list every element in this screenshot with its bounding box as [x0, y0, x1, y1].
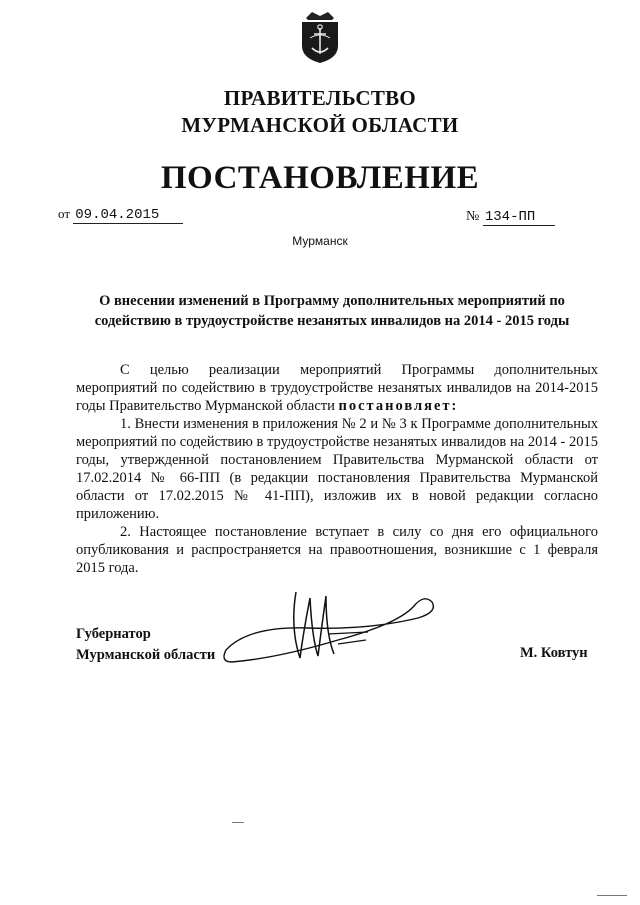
item-1-paragraph: 1. Внести изменения в приложения № 2 и № 3 к Программе дополнительных мероприятий по содействию в трудоустройстве незанятых инвалидов на 2014 - 2015 годы, утвержденной постановлением Правительства Мурманской области от 17.02.2014 № 66-ПП (в редакции постановления Правительства Мурманской области от 17.02.2015 № 41-ПП), изложив их в новой редакции согласно приложению. — [76, 416, 598, 522]
city-name: Мурманск — [292, 234, 348, 248]
intro-paragraph — [76, 361, 598, 415]
number-prefix: № — [466, 209, 480, 224]
date-prefix: от — [58, 206, 71, 221]
signatory-name: М. Ковтун — [520, 645, 588, 661]
number-value: 134-ПП — [483, 209, 555, 226]
organization-name-line-1: ПРАВИТЕЛЬСТВО — [223, 86, 417, 110]
document-subject: О внесении изменений в Программу дополнительных мероприятий по содействию в трудоустройстве незанятых инвалидов на 2014 - 2015 годы — [94, 293, 570, 329]
resolves-keyword: постановляет: — [338, 398, 459, 414]
organization-name-line-2: МУРМАНСКОЙ ОБЛАСТИ — [181, 113, 459, 137]
murmansk-coat-of-arms-icon — [298, 8, 342, 64]
signatory-title — [76, 624, 215, 666]
intro-text: С целью реализации мероприятий Программы дополнительных мероприятий по содействию в трудоустройстве незанятых инвалидов на 2014-2015 годы Правительство Мурманской области — [76, 362, 598, 414]
document-date — [58, 206, 183, 223]
item-2-paragraph: 2. Настоящее постановление вступает в силу со дня его официального опубликования и распространяется на правоотношения, возникшие с 1 февраля 2015 года. — [76, 524, 598, 576]
document-body — [76, 361, 598, 577]
signatory-title-line-2: Мурманской области — [76, 647, 216, 663]
scan-mark — [232, 822, 244, 823]
date-value: 09.04.2015 — [73, 207, 183, 224]
scan-mark — [597, 895, 627, 896]
document-number — [466, 209, 555, 225]
handwritten-signature — [218, 588, 440, 678]
signatory-title-line-1: Губернатор — [76, 626, 151, 642]
document-type-title: ПОСТАНОВЛЕНИЕ — [160, 160, 480, 196]
